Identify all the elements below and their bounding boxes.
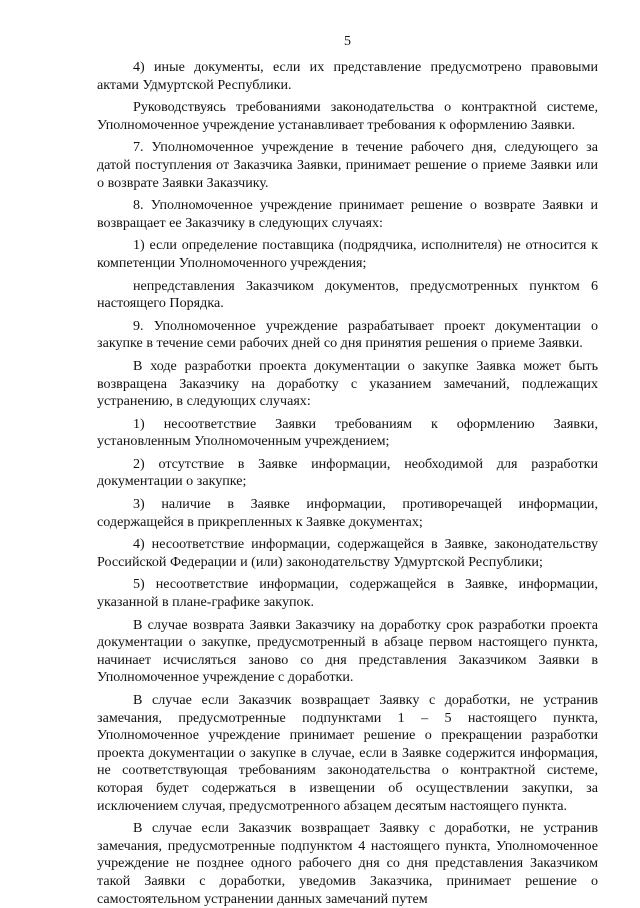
document-body <box>97 59 598 908</box>
paragraph: 4) несоответствие информации, содержащейся в Заявке, законодательству Российской Федерации и (или) законодательству Удмуртской Республики; <box>97 536 598 570</box>
paragraph: 1) если определение поставщика (подрядчика, исполнителя) не относится к компетенции Уполномоченного учреждения; <box>97 237 598 271</box>
page-number: 5 <box>344 34 351 49</box>
paragraph: 8. Уполномоченное учреждение принимает решение о возврате Заявки и возвращает ее Заказчику в следующих случаях: <box>97 197 598 231</box>
paragraph: В случае если Заказчик возвращает Заявку с доработки, не устранив замечания, предусмотренные подпунктами 1 – 5 настоящего пункта, Уполномоченное учреждение принимает решение о прекращении разработки проекта документации о закупке в случае, если в Заявке содержится информация, не соответствующая требованиям законодательства о контрактной системе, которая будет содержаться в извещении об осуществлении закупки, за исключением случая, предусмотренного абзацем десятым настоящего пункта. <box>97 692 598 814</box>
paragraph: 1) несоответствие Заявки требованиям к оформлению Заявки, установленным Уполномоченным учреждением; <box>97 415 598 450</box>
paragraph: 9. Уполномоченное учреждение разрабатывает проект документации о закупке в течение семи рабочих дней со дня принятия решения о приеме Заявки. <box>97 317 598 352</box>
paragraph: В случае если Заказчик возвращает Заявку с доработки, не устранив замечания, предусмотренные подпунктом 4 настоящего пункта, Уполномоченное учреждение не позднее одного рабочего дня со дня представления Заказчиком такой Заявки с доработки, уведомив Заказчика, принимает решение о самостоятельном устранении данных замечаний путем <box>97 820 598 907</box>
paragraph: В ходе разработки проекта документации о закупке Заявка может быть возвращена Заказчику на доработку с указанием замечаний, подлежащих устранению, в следующих случаях: <box>97 357 598 410</box>
paragraph: 5) несоответствие информации, содержащейся в Заявке, информации, указанной в плане-графике закупок. <box>97 576 598 611</box>
paragraph: 2) отсутствие в Заявке информации, необходимой для разработки документации о закупке; <box>97 455 598 490</box>
paragraph: 4) иные документы, если их представление предусмотрено правовыми актами Удмуртской Республики. <box>97 59 598 93</box>
paragraph: 3) наличие в Заявке информации, противоречащей информации, содержащейся в прикрепленных к Заявке документах; <box>97 496 598 530</box>
paragraph: непредставления Заказчиком документов, предусмотренных пунктом 6 настоящего Порядка. <box>97 277 598 312</box>
paragraph: Руководствуясь требованиями законодательства о контрактной системе, Уполномоченное учреждение устанавливает требования к оформлению Заявки. <box>97 99 598 133</box>
paragraph: В случае возврата Заявки Заказчику на доработку срок разработки проекта документации о закупке, предусмотренный в абзаце первом настоящего пункта, начинает исчисляться заново со дня представления Заказчиком Заявки в Уполномоченное учреждение с доработки. <box>97 616 598 686</box>
paragraph: 7. Уполномоченное учреждение в течение рабочего дня, следующего за датой поступления от Заказчика Заявки, принимает решение о приеме Заявки или о возврате Заявки Заказчику. <box>97 139 598 191</box>
